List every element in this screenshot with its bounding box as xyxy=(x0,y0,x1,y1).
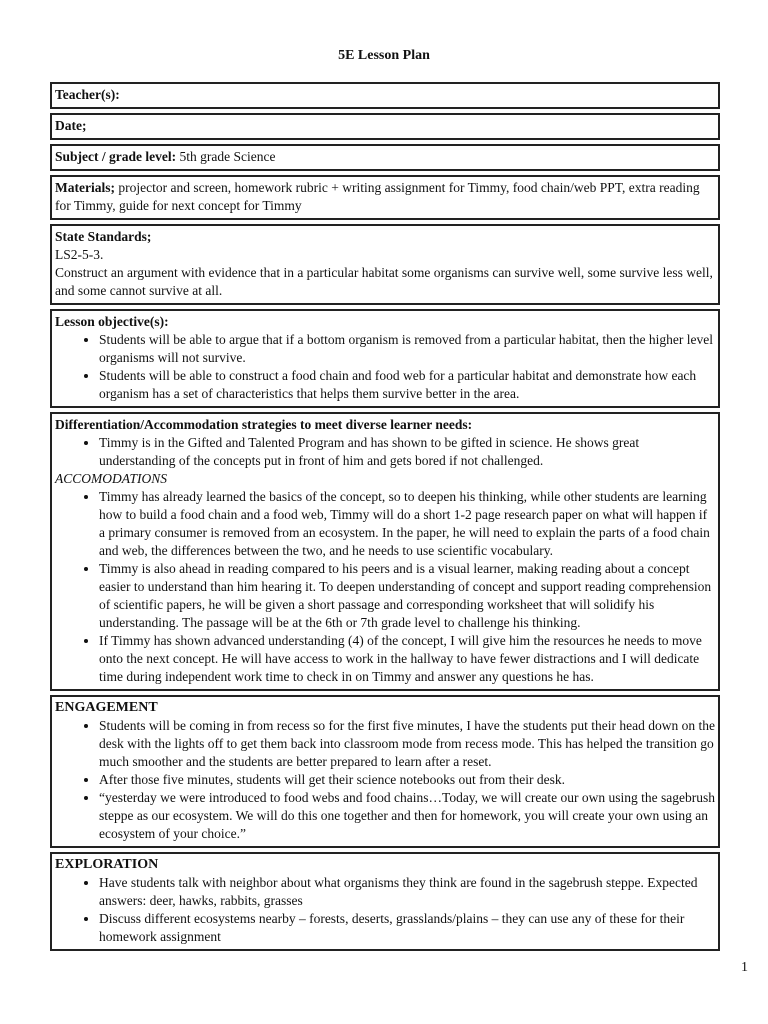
accommodations-list xyxy=(55,488,715,686)
list-item: • Timmy is in the Gifted and Talented Program and has shown to be gifted in science. He shows great understanding of the concepts put in front of him and gets bored if not challenged. xyxy=(99,434,715,470)
list-item: • Students will be able to construct a food chain and food web for a particular habitat and demonstrate how each organism has a set of characteristics that helps them survive better in the area. xyxy=(99,367,715,403)
document-title: 5E Lesson Plan xyxy=(338,48,430,63)
list-item: • Discuss different ecosystems nearby – forests, deserts, grasslands/plains – they can use any of these for their homework assignment xyxy=(99,910,715,946)
exploration-row xyxy=(50,852,720,951)
exploration-list xyxy=(55,874,715,946)
list-item: • Timmy has already learned the basics of the concept, so to deepen his thinking, while other students are learning how to build a food chain and a food web, Timmy will do a short 1-2 page research paper on what will happen if a primary consumer is removed from an ecosystem. In the paper, he will need to explain the parts of a food chain and web, the differences between the two, and he needs to use scientific vocabulary. xyxy=(99,488,715,560)
list-item: • Have students talk with neighbor about what organisms they think are found in the sagebrush steppe. Expected answers: deer, hawks, rabbits, grasses xyxy=(99,874,715,910)
exploration-label: EXPLORATION xyxy=(55,857,159,872)
differentiation-label: Differentiation/Accommodation strategies to meet diverse learner needs: xyxy=(55,417,473,432)
list-item: • Students will be able to argue that if a bottom organism is removed from a particular habitat, then the higher level organisms will not survive. xyxy=(99,331,715,367)
standards-label: State Standards; xyxy=(55,229,152,244)
materials-value: projector and screen, homework rubric + writing assignment for Timmy, food chain/web PPT, extra reading for Timmy, guide for next concept for Timmy xyxy=(55,180,700,213)
objectives-list xyxy=(55,331,715,403)
materials-label: Materials; xyxy=(55,180,115,195)
engagement-label: ENGAGEMENT xyxy=(55,700,158,715)
teacher-row xyxy=(50,82,720,109)
materials-row xyxy=(50,175,720,220)
standards-text: Construct an argument with evidence that in a particular habitat some organisms can survive well, some survive less well, and some cannot survive at all. xyxy=(55,265,713,298)
subject-row xyxy=(50,144,720,171)
page-number: 1 xyxy=(741,960,748,975)
engagement-list xyxy=(55,717,715,843)
objectives-label: Lesson objective(s): xyxy=(55,314,169,329)
list-item: • Students will be coming in from recess so for the first five minutes, I have the students put their head down on the desk with the lights off to get them back into classroom mode from recess mode. This has helped the transition go much smoother and the students are better prepared to learn after a reset. xyxy=(99,717,715,771)
standards-code: LS2-5-3. xyxy=(55,247,104,262)
subject-value: 5th grade Science xyxy=(179,149,276,164)
differentiation-row xyxy=(50,412,720,691)
list-item: • If Timmy has shown advanced understanding (4) of the concept, I will give him the resources he needs to move onto the next concept. He will have access to work in the hallway to have fewer distractions and I will dedicate time during independent work time to check in on Timmy and answer any questions he has. xyxy=(99,632,715,686)
objectives-row xyxy=(50,309,720,408)
date-row xyxy=(50,113,720,140)
list-item: • Timmy is also ahead in reading compared to his peers and is a visual learner, making reading about a concept easier to understand than him hearing it. To deepen understanding of concept and support reading comprehension of scientific papers, he will be given a short passage and corresponding worksheet that will solidify his understanding. The passage will be at the 6th or 7th grade level to challenge his thinking. xyxy=(99,560,715,632)
list-item: • After those five minutes, students will get their science notebooks out from their desk. xyxy=(99,771,715,789)
accommodations-label: ACCOMODATIONS xyxy=(55,471,168,486)
engagement-row xyxy=(50,695,720,848)
lesson-plan-table xyxy=(50,82,720,955)
teacher-label: Teacher(s): xyxy=(55,87,120,102)
standards-row xyxy=(50,224,720,305)
subject-label: Subject / grade level: xyxy=(55,149,177,164)
list-item: • “yesterday we were introduced to food webs and food chains…Today, we will create our own using the sagebrush steppe as our ecosystem. We will do this one together and then for homework, you will create your own using an ecosystem of your choice.” xyxy=(99,789,715,843)
date-label: Date; xyxy=(55,118,87,133)
differentiation-list xyxy=(55,434,715,470)
